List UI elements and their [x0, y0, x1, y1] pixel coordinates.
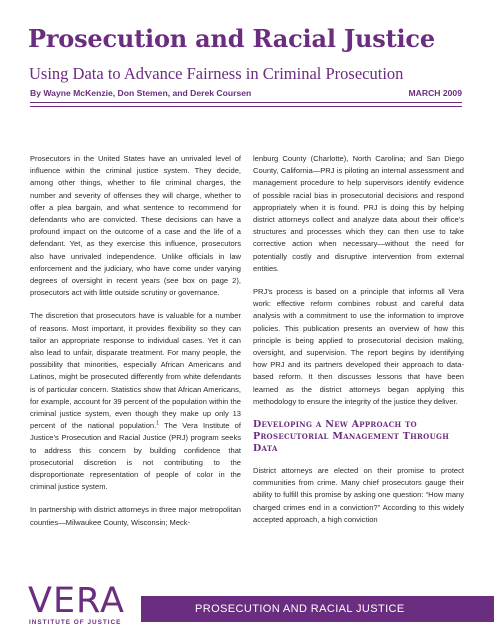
report-subtitle: Using Data to Advance Fairness in Criminal Prosecution — [29, 64, 404, 83]
paragraph-text: The Vera Institute of Justice’s Prosecution and Racial Justice (PRJ) program seeks to address this concern by building confidence that prosecutorial discretion is not contributing to the disproportionate representation of people of color in the criminal justice system. — [30, 421, 241, 492]
header-rule-top — [30, 102, 462, 103]
vera-logo — [28, 581, 138, 635]
author-byline: By Wayne McKenzie, Don Stemen, and Derek Coursen — [30, 88, 252, 98]
report-title: Prosecution and Racial Justice — [28, 24, 435, 53]
publication-date: MARCH 2009 — [408, 88, 462, 98]
left-column — [30, 153, 241, 540]
body-paragraph: In partnership with district attorneys in three major metropolitan counties—Milwaukee County, Wisconsin; Meck- — [30, 505, 241, 527]
vera-logo-wordmark: VERA — [28, 581, 125, 621]
body-paragraph: Prosecutors in the United States have an unrivaled level of influence within the criminal justice system. They decide, among other things, whether to file criminal charges, the number and severity of offenses they will charge, whether to offer a plea bargain, and what sentence to recommend for defendants who are convicted. These decisions can have a profound impact on the outcome of a case and the life of a defendant. Yet, as they exercise this influence, prosecutors also have unrivaled independence. Unlike officials in law enforcement and the judiciary, who have come under varying degrees of oversight in recent years (see box on page 2), prosecutors act with little outside scrutiny or governance. — [30, 154, 241, 298]
body-paragraph: lenburg County (Charlotte), North Carolina; and San Diego County, California—PRJ is piloting an internal assessment and management procedure to help supervisors identify evidence of possible racial bias in prosecutorial decisions and respond appropriately when it is found. PRJ is doing this by helping district attorneys collect and analyze data about their office’s structures and processes which they can then use to take corrective action when necessary—without the need for potentially costly and disruptive intervention from external entities. — [253, 154, 464, 273]
header-rule-bottom — [30, 106, 462, 107]
footer-banner-label: PROSECUTION AND RACIAL JUSTICE — [195, 603, 405, 615]
footnote-marker: 1 — [156, 420, 159, 427]
paragraph-text: The discretion that prosecutors have is valuable for a number of reasons. Most important, it provides flexibility so they can tailor an appropriate response to individual cases. Yet it can also lead to unfair, disparate treatment. For many people, the possibility that minorities, especially African Americans and Latinos, might be prosecuted differently from white defendants is of particular concern. Statistics show that African Americans, for example, account for 39 percent of the population within the criminal justice system, even though they make up only 13 percent of the national population. — [30, 311, 241, 431]
right-column — [253, 153, 464, 537]
footer-banner — [141, 596, 494, 622]
vera-logo-subtitle: INSTITUTE OF JUSTICE — [29, 619, 122, 626]
body-paragraph: PRJ’s process is based on a principle that informs all Vera work: effective reform combines robust and careful data analysis with a commitment to use the information to improve policies. This publication presents an overview of how this principle is being applied to prosecutorial decision making, oversight, and supervision. The report begins by identifying how PRJ and its partners developed their approach to data-based reform. It then discusses lessons that have been learned as the district attorneys began applying this methodology to ensure the integrity of the justice they deliver. — [253, 287, 464, 406]
body-paragraph: District attorneys are elected on their promise to protect communities from crime. Many chief prosecutors gauge their ability to fulfill this promise by asking one question: “How many charged crimes end in a conviction?” According to this widely accepted approach, a high conviction — [253, 466, 464, 524]
body-paragraph — [30, 310, 241, 493]
section-heading: Developing a New Approach to Prosecutorial Management Through Data — [253, 419, 450, 455]
byline-row — [30, 88, 462, 98]
